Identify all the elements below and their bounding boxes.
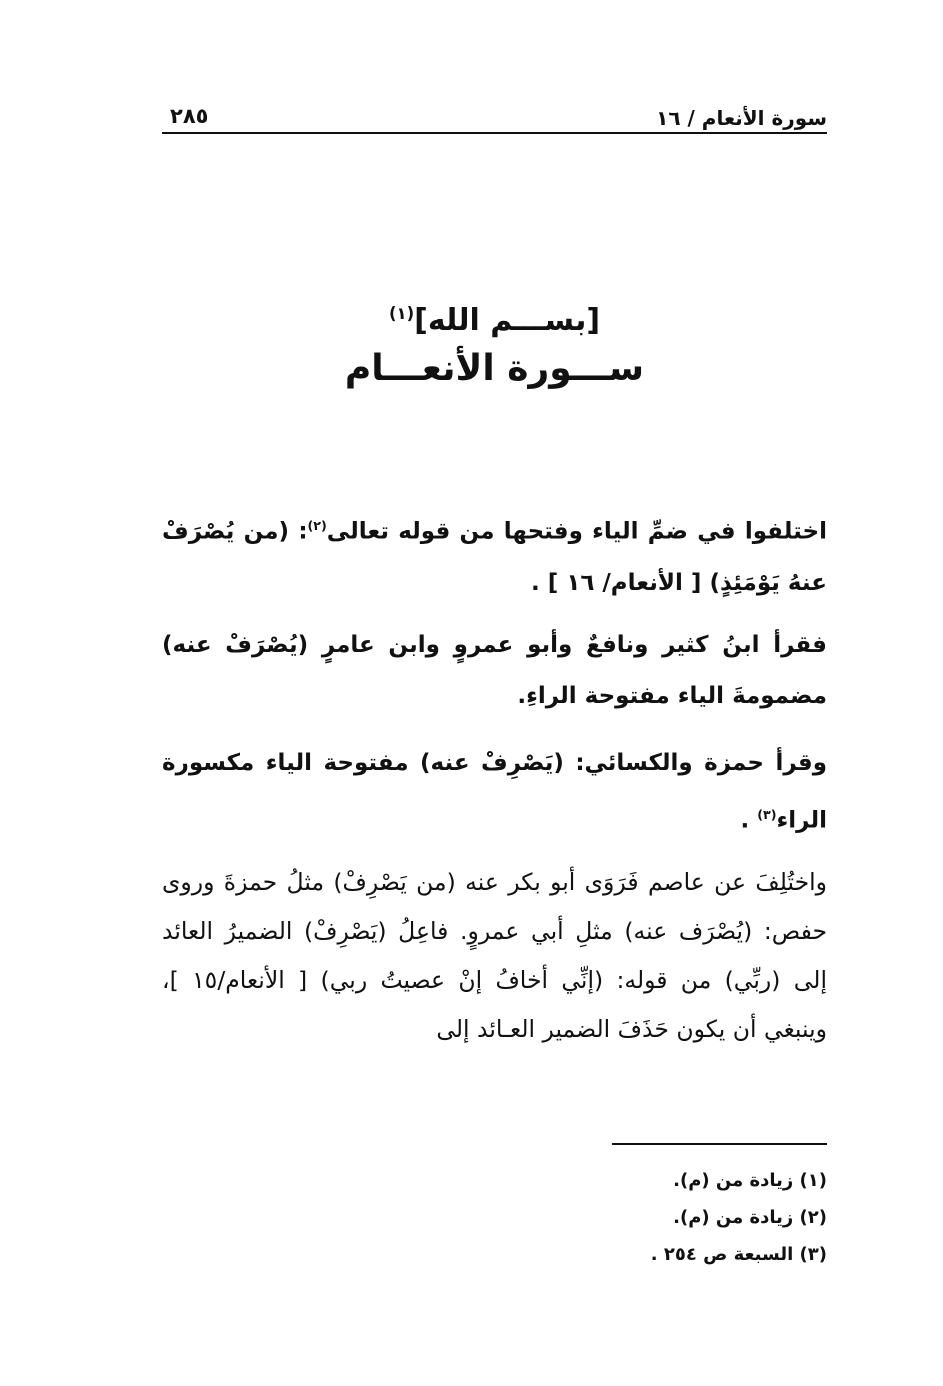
page-header: [162, 102, 827, 132]
surah-title: ســـورة الأنعـــام: [344, 348, 645, 389]
footnote-divider: [612, 1143, 827, 1145]
paragraph-1-text: اختلفوا في ضمِّ الياء وفتحها من قوله تعالى: [326, 518, 827, 545]
footnote-ref-3: (٣): [757, 807, 777, 822]
footnote-3: (٣) السبعة ص ٢٥٤ .: [650, 1244, 827, 1265]
footnote-ref-2: (٢): [307, 518, 327, 533]
footnotes: [500, 1162, 827, 1273]
footnote-ref-1: (١): [388, 304, 415, 323]
running-title: سورة الأنعام / ١٦: [656, 106, 827, 130]
paragraph-4: واختُلِفَ عن عاصم فَرَوَى أبو بكر عنه (من يَصْرِفْ) مثلُ حمزةَ وروى حفص: (يُصْرَف عنه) مثلِ أبي عمروٍ. فاعِلُ (يَصْرِفْ) الضميرُ العائد إلى (ربِّي) من قوله: (إنِّي أخافُ إنْ عصيتُ ربي) [ الأنعام/١٥ ]، وينبغي أن يكون حَذَفَ الضمير العـائد إلى: [162, 868, 827, 1043]
paragraph-3-end: .: [740, 807, 758, 834]
paragraph-2: فقرأ ابنُ كثير ونافعٌ وأبو عمروٍ وابن عامرٍ (يُصْرَفْ عنه) مضمومةَ الياء مفتوحة الراءِ.: [162, 632, 827, 709]
paragraph-3-text: وقرأ حمزة والكسائي: (يَصْرِفْ عنه) مفتوحة الياء مكسورة الراء: [162, 750, 827, 834]
basmala-heading: [162, 292, 827, 343]
page-number: ٢٨٥: [170, 104, 209, 128]
paragraph-1: [162, 500, 827, 609]
header-divider: [162, 132, 827, 134]
footnote-1: (١) زيادة من (م).: [673, 1170, 827, 1191]
basmala-text: [بســـم الله]: [414, 303, 601, 338]
paragraph-1-quote: : (من يُصْرَفْ عنهُ يَوْمَئِذٍ) [ الأنعام/ ١٦ ] .: [162, 518, 827, 596]
paragraph-3: [162, 738, 827, 847]
footnote-2: (٢) زيادة من (م).: [673, 1207, 827, 1228]
